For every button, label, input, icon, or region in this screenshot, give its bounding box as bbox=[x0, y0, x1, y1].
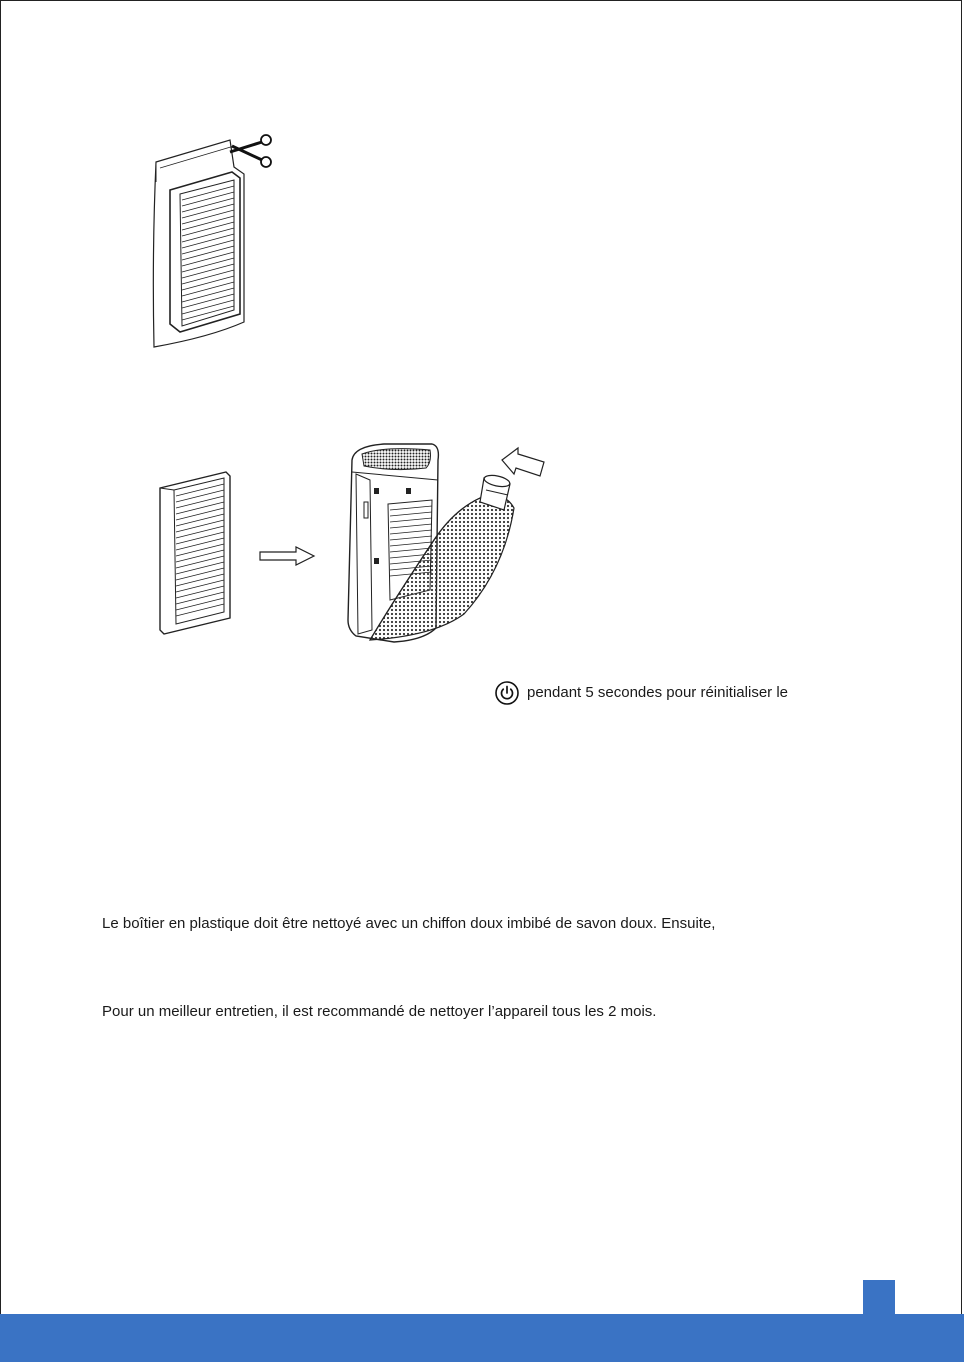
footer-bar bbox=[0, 1314, 964, 1362]
power-button-icon bbox=[495, 681, 519, 705]
arrow-right-icon bbox=[258, 545, 316, 567]
new-filter-illustration bbox=[156, 468, 236, 638]
maintenance-recommendation-text: Pour un meilleur entretien, il est recommandé de nettoyer l’appareil tous les 2 mois. bbox=[102, 1003, 657, 1020]
arrow-insert-icon bbox=[500, 446, 548, 482]
page-number-tab bbox=[863, 1280, 895, 1314]
scissors-icon bbox=[228, 132, 276, 170]
cleaning-instruction-text: Le boîtier en plastique doit être nettoyé avec un chiffon doux imbibé de savon doux. Ensuite, bbox=[102, 915, 716, 932]
reset-instruction-text: pendant 5 secondes pour réinitialiser le bbox=[527, 684, 788, 701]
